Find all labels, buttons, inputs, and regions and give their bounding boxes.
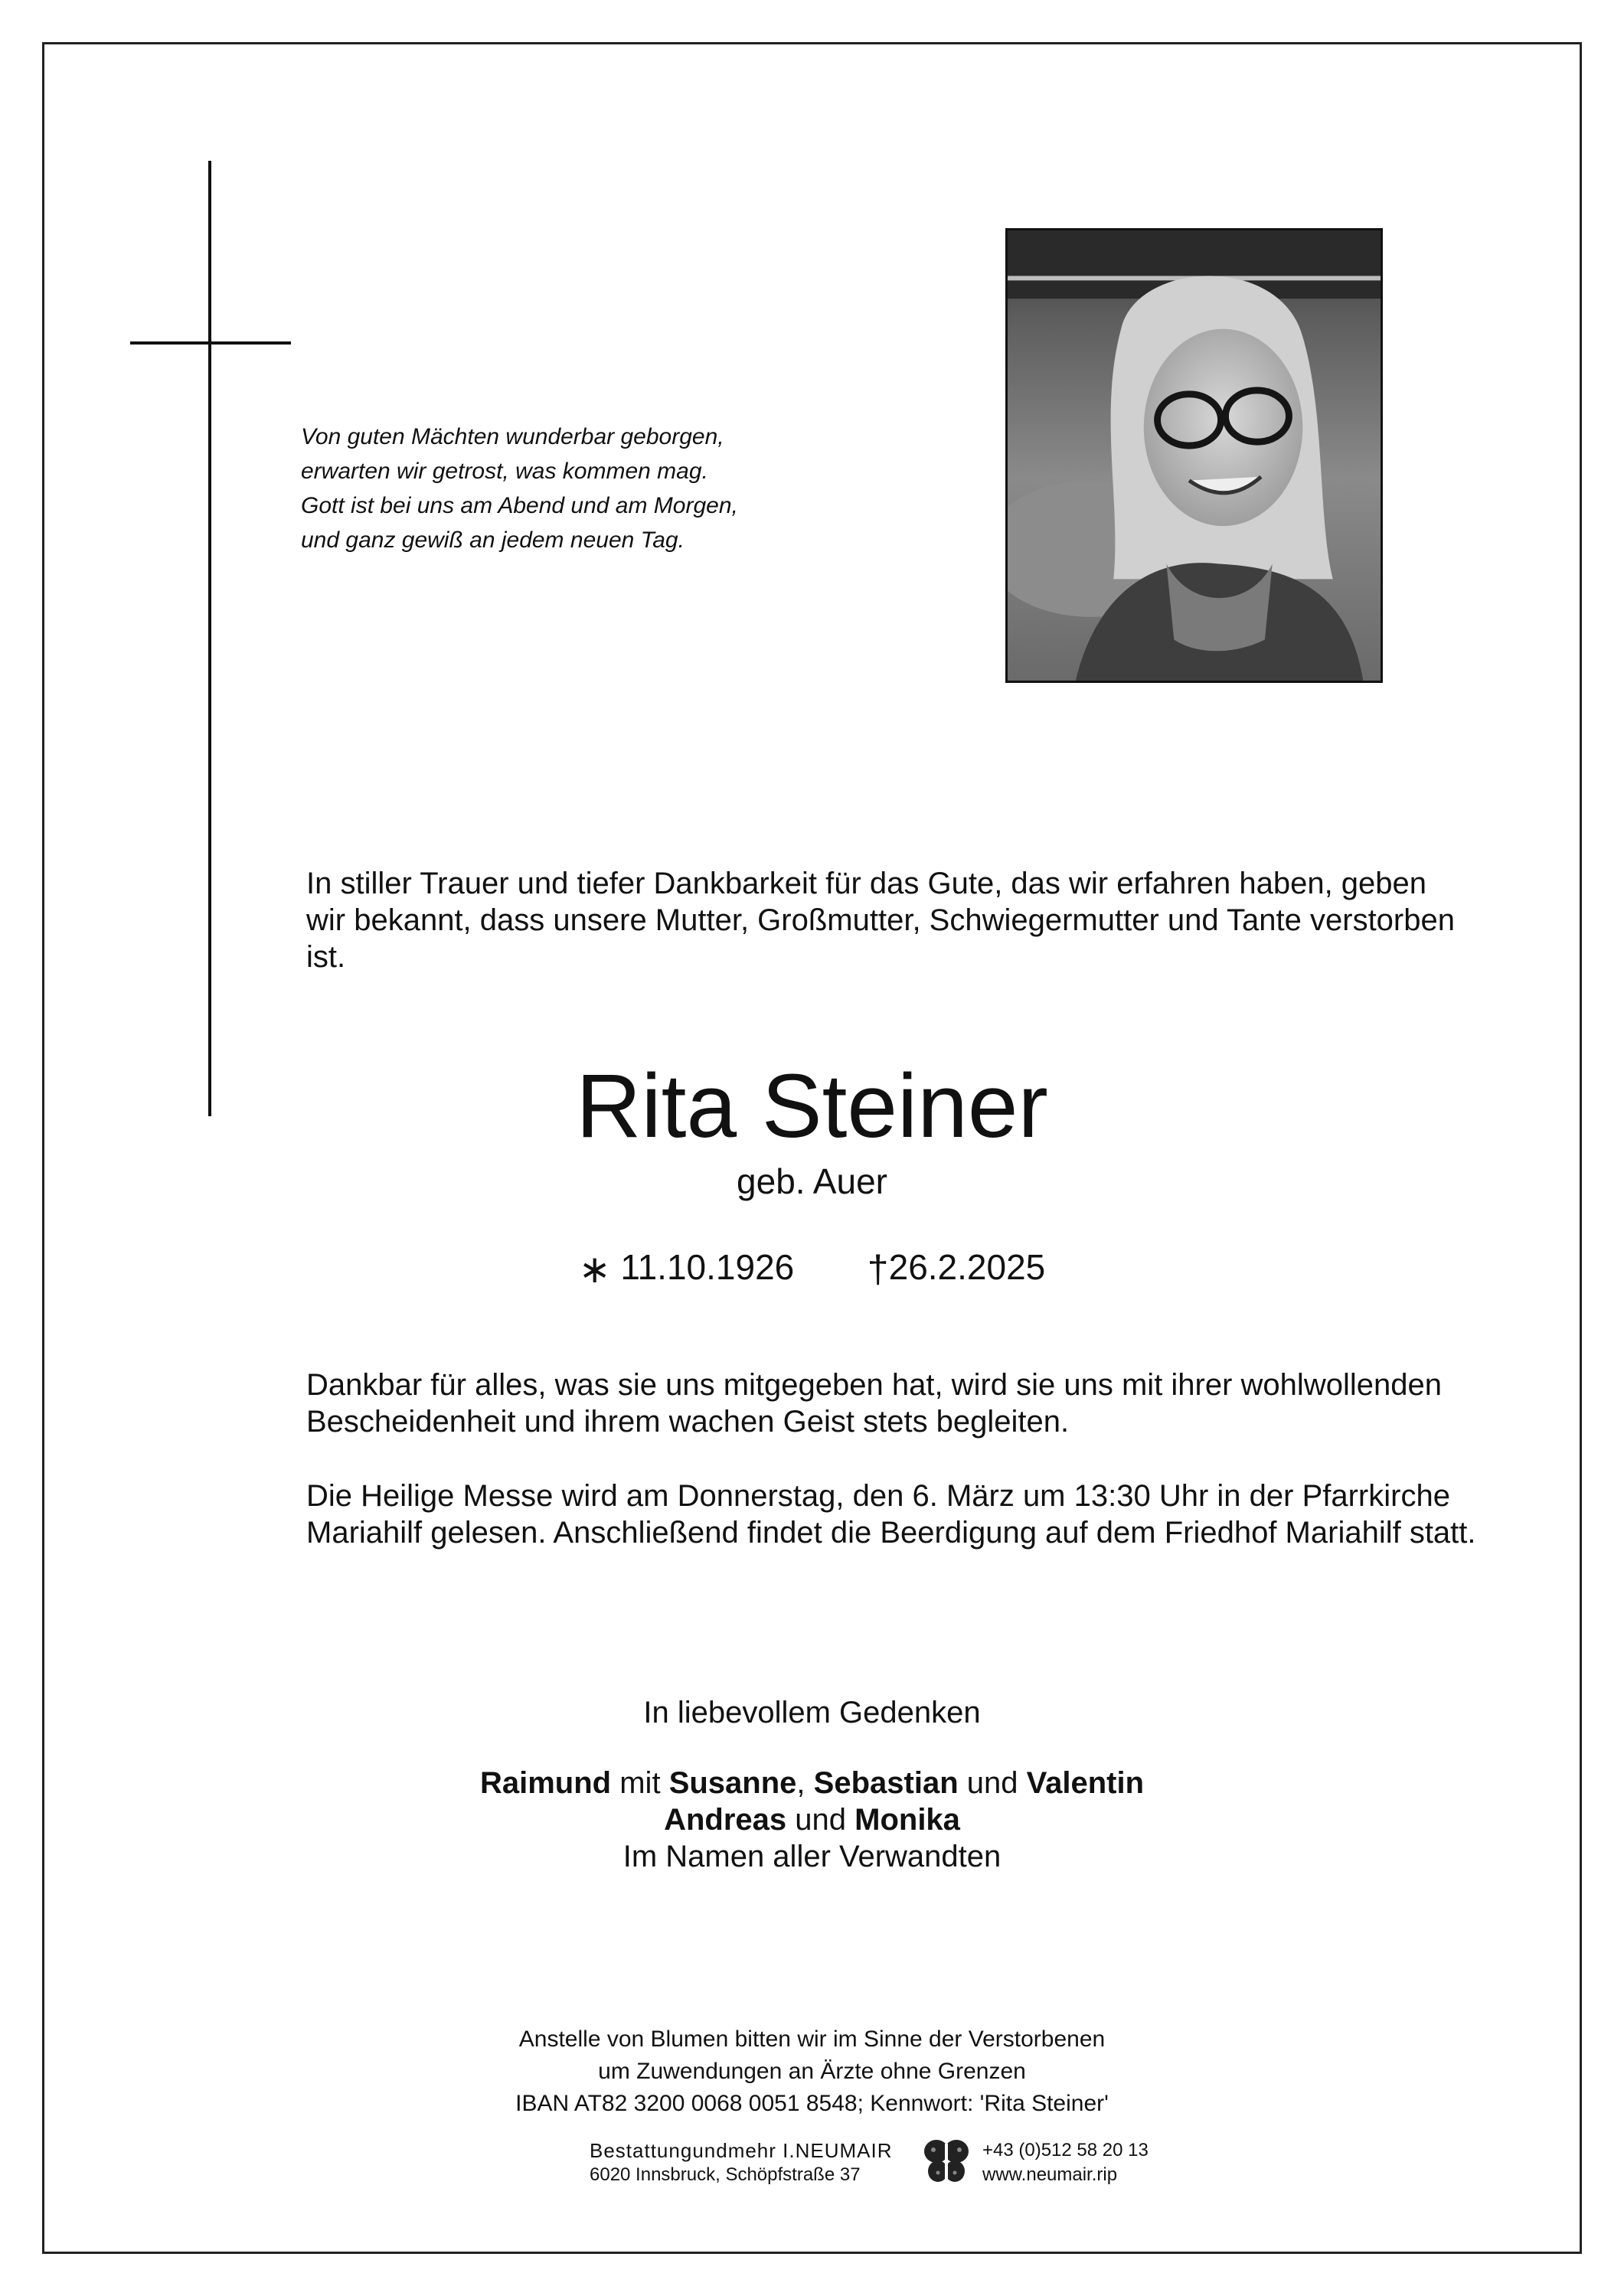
birth-star-icon: ∗ — [578, 1248, 611, 1291]
donation-line: Anstelle von Blumen bitten wir im Sinne der Verstorbenen — [518, 2027, 1106, 2052]
intro-text: In stiller Trauer und tiefer Dankbarkeit für das Gute, das wir erfahren haben, geben wir bekannt, dass unsere Mutter, Großmutter, Schwiegermutter und Tante verstorben ist. — [306, 867, 1455, 974]
portrait-photo — [1005, 228, 1383, 683]
cross-icon-horizontal — [130, 341, 291, 345]
family-name: Valentin — [1026, 1766, 1145, 1800]
family-line-3: Im Namen aller Verwandten — [622, 1840, 1002, 1873]
footer — [0, 2138, 1624, 2192]
cross-icon-vertical — [208, 161, 211, 1116]
family-name: Sebastian — [813, 1766, 959, 1800]
family-name: Monika — [854, 1803, 960, 1837]
donation-line: IBAN AT82 3200 0068 0051 8548; Kennwort: 'Rita Steiner' — [515, 2091, 1109, 2116]
family-line-2: Andreas und Monika — [664, 1803, 960, 1837]
funeral-home-contact — [982, 2138, 1149, 2187]
death-date: 26.2.2025 — [888, 1247, 1046, 1287]
family-name: Andreas — [664, 1803, 787, 1837]
funeral-home-info — [590, 2138, 893, 2187]
deceased-name: Rita Steiner — [576, 1056, 1048, 1157]
poem — [301, 420, 852, 557]
funeral-home-phone: +43 (0)512 58 20 13 — [982, 2140, 1149, 2160]
poem-line: und ganz gewiß an jedem neuen Tag. — [301, 527, 685, 553]
funeral-home-website: www.neumair.rip — [982, 2164, 1118, 2185]
family-signature — [0, 1765, 1624, 1875]
death-cross-icon: † — [867, 1248, 889, 1291]
donation-note — [0, 2023, 1624, 2120]
birth-date: 11.10.1926 — [620, 1247, 795, 1287]
donation-line: um Zuwendungen an Ärzte ohne Grenzen — [598, 2059, 1026, 2084]
poem-line: Gott ist bei uns am Abend und am Morgen, — [301, 493, 738, 518]
memory-line: In liebevollem Gedenken — [643, 1696, 981, 1729]
poem-line: Von guten Mächten wunderbar geborgen, — [301, 424, 724, 449]
family-name: Raimund — [479, 1766, 612, 1800]
poem-line: erwarten wir getrost, was kommen mag. — [301, 459, 708, 484]
funeral-home-address: 6020 Innsbruck, Schöpfstraße 37 — [590, 2164, 861, 2185]
butterfly-logo-icon — [921, 2136, 972, 2187]
birth-name: geb. Auer — [737, 1161, 887, 1201]
funeral-home-name: Bestattungundmehr I.NEUMAIR — [590, 2139, 893, 2162]
family-name: Susanne — [668, 1766, 797, 1800]
family-line-1: Raimund mit Susanne, Sebastian und Valentin — [479, 1766, 1145, 1800]
thanks-paragraph: Dankbar für alles, was sie uns mitgegeben hat, wird sie uns mit ihrer wohlwollenden Bescheidenheit und ihrem wachen Geist stets begleiten. — [306, 1368, 1442, 1439]
life-dates — [0, 1244, 1624, 1292]
mass-paragraph: Die Heilige Messe wird am Donnerstag, den 6. März um 13:30 Uhr in der Pfarrkirche Mariahilf gelesen. Anschließend findet die Beerdigung auf dem Friedhof Mariahilf statt. — [306, 1479, 1476, 1550]
